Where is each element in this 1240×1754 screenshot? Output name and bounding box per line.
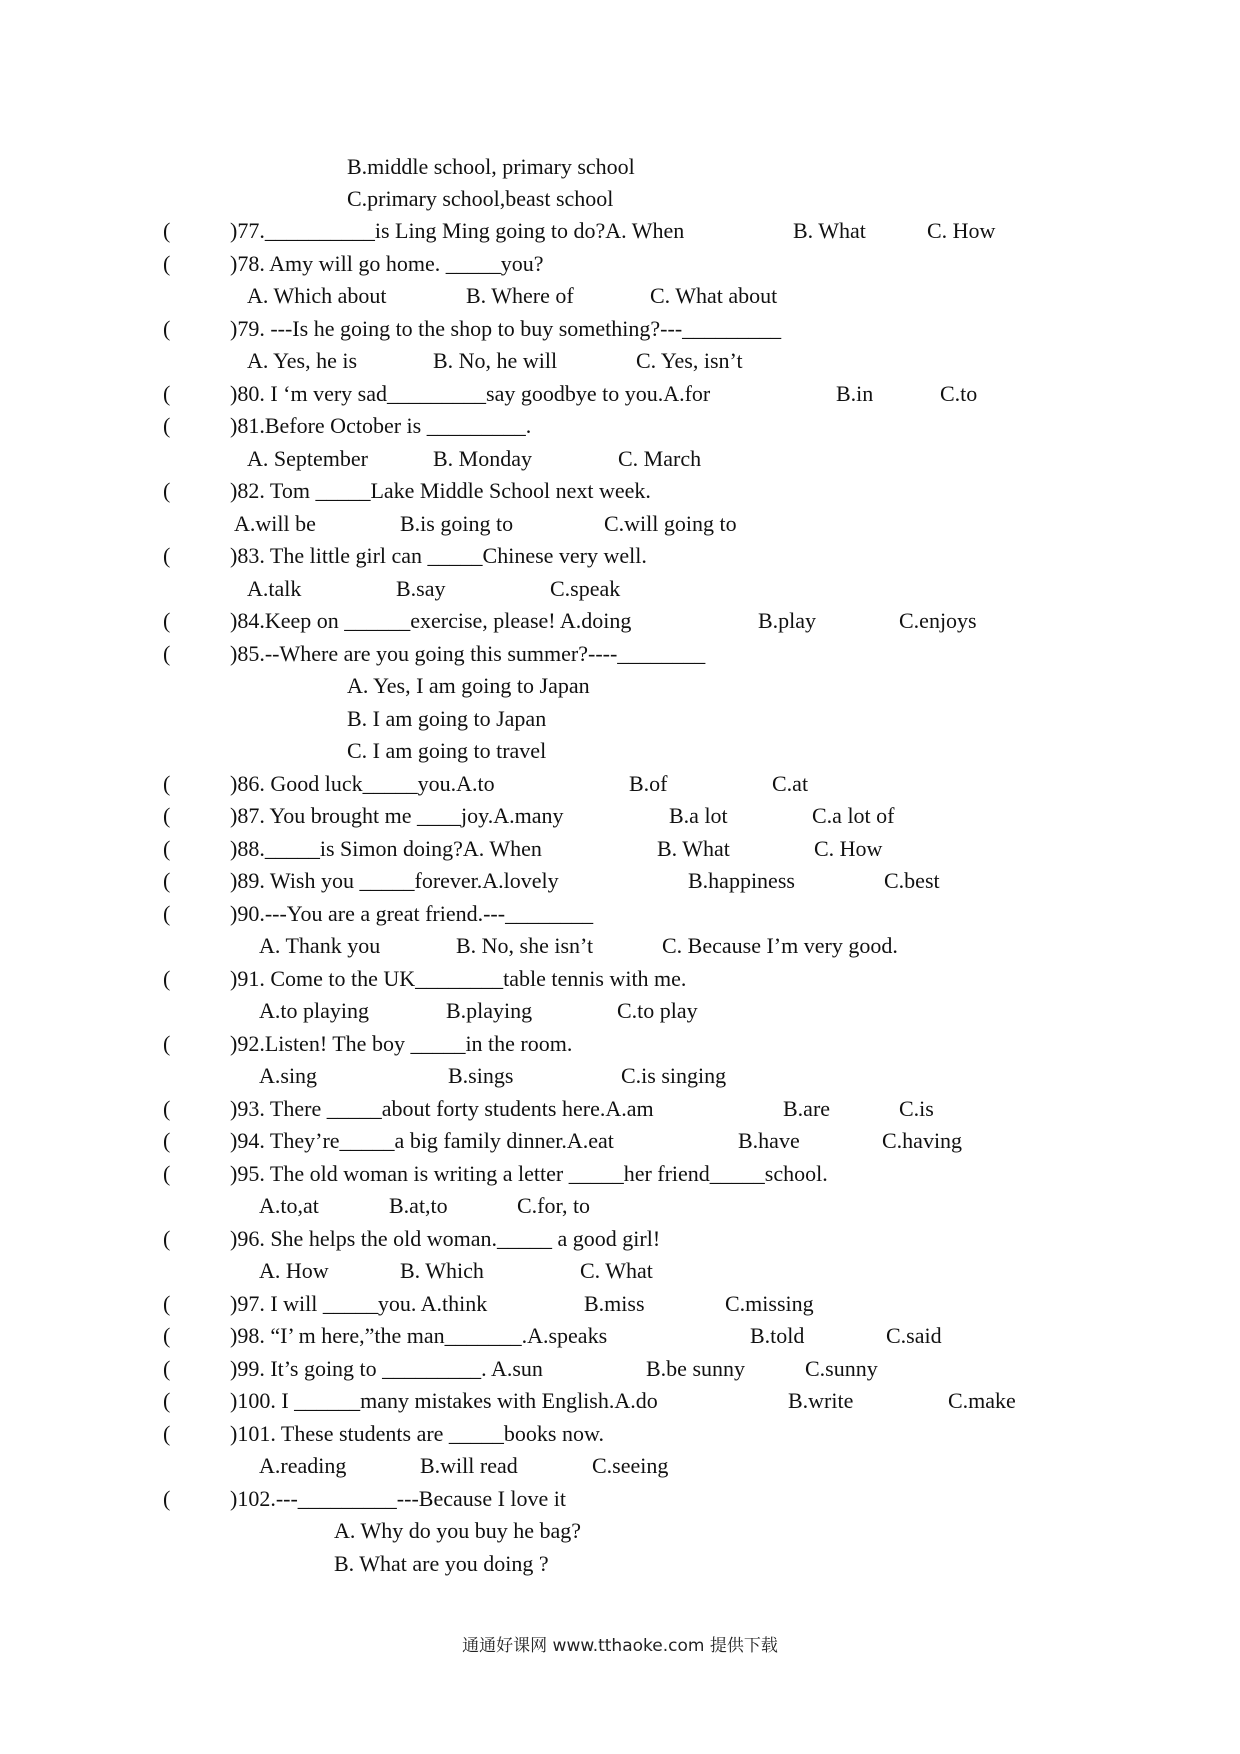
answer-option: B.happiness [688, 868, 795, 893]
answer-option: B.is going to [400, 511, 514, 536]
question-text: )99. It’s going to _________. A.sun [230, 1356, 543, 1381]
answer-option: C.having [882, 1128, 963, 1153]
question-text: A. Why do you buy he bag? [334, 1518, 582, 1543]
question-text: A. Yes, I am going to Japan [347, 673, 590, 698]
answer-bracket: ( [163, 413, 171, 438]
question-text: )90.---You are a great friend.---________ [230, 901, 594, 926]
answer-option: C.at [772, 771, 809, 796]
question-text: )87. You brought me ____joy.A.many [230, 803, 564, 828]
answer-option: B.miss [584, 1291, 645, 1316]
answer-bracket: ( [163, 1031, 171, 1056]
answer-bracket: ( [163, 641, 171, 666]
answer-option: B.sings [448, 1063, 514, 1088]
question-text: A.will be [234, 511, 316, 536]
question-text: )84.Keep on ______exercise, please! A.doing [230, 608, 632, 633]
question-text: )94. They’re_____a big family dinner.A.eat [230, 1128, 614, 1153]
question-text: )102.---_________---Because I love it [230, 1486, 567, 1511]
question-text: A. Yes, he is [247, 348, 358, 373]
answer-bracket: ( [163, 901, 171, 926]
answer-bracket: ( [163, 771, 171, 796]
question-text: )83. The little girl can _____Chinese very well. [230, 543, 647, 568]
question-text: )92.Listen! The boy _____in the room. [230, 1031, 573, 1056]
question-text: A. How [259, 1258, 329, 1283]
answer-option: B. Where of [466, 283, 574, 308]
answer-bracket: ( [163, 868, 171, 893]
answer-bracket: ( [163, 836, 171, 861]
answer-bracket: ( [163, 543, 171, 568]
question-text: B. I am going to Japan [347, 706, 547, 731]
answer-option: C.make [948, 1388, 1016, 1413]
answer-option: C.enjoys [899, 608, 977, 633]
answer-option: C.to play [617, 998, 698, 1023]
answer-bracket: ( [163, 1323, 171, 1348]
question-text: A.to playing [259, 998, 369, 1023]
question-text: )78. Amy will go home. _____you? [230, 251, 544, 276]
question-text: )85.--Where are you going this summer?----________ [230, 641, 706, 666]
question-text: B.middle school, primary school [347, 154, 635, 179]
answer-option: C. Yes, isn’t [636, 348, 743, 373]
question-text: )81.Before October is _________. [230, 413, 532, 438]
answer-bracket: ( [163, 1226, 171, 1251]
answer-option: C.to [940, 381, 978, 406]
answer-option: C.will going to [604, 511, 737, 536]
answer-option: B.at,to [389, 1193, 448, 1218]
answer-bracket: ( [163, 218, 171, 243]
answer-option: B.say [396, 576, 446, 601]
answer-option: B. No, she isn’t [456, 933, 594, 958]
question-text: B. What are you doing ? [334, 1551, 549, 1576]
answer-option: C.said [886, 1323, 942, 1348]
question-text: )91. Come to the UK________table tennis with me. [230, 966, 687, 991]
question-text: )93. There _____about forty students here.A.am [230, 1096, 654, 1121]
answer-option: B. What [657, 836, 730, 861]
answer-option: C.a lot of [812, 803, 895, 828]
question-text: A. Which about [247, 283, 387, 308]
answer-option: C. What about [650, 283, 778, 308]
question-text: A.sing [259, 1063, 318, 1088]
answer-bracket: ( [163, 381, 171, 406]
answer-bracket: ( [163, 1388, 171, 1413]
answer-bracket: ( [163, 1161, 171, 1186]
answer-bracket: ( [163, 803, 171, 828]
page-footer: 通通好课网 www.tthaoke.com 提供下载 [462, 1636, 778, 1656]
answer-option: C.for, to [517, 1193, 591, 1218]
question-text: A.to,at [259, 1193, 319, 1218]
answer-option: C. How [814, 836, 883, 861]
question-text: A. September [247, 446, 368, 471]
question-text: )82. Tom _____Lake Middle School next week. [230, 478, 651, 503]
answer-option: B.play [758, 608, 817, 633]
answer-option: B.write [788, 1388, 854, 1413]
question-text: )88._____is Simon doing?A. When [230, 836, 542, 861]
answer-option: B. What [793, 218, 866, 243]
answer-option: C.speak [550, 576, 621, 601]
question-text: )89. Wish you _____forever.A.lovely [230, 868, 559, 893]
question-text: )95. The old woman is writing a letter _____her friend_____school. [230, 1161, 828, 1186]
question-text: A.reading [259, 1453, 347, 1478]
answer-bracket: ( [163, 1486, 171, 1511]
answer-option: B.of [629, 771, 668, 796]
question-text: C.primary school,beast school [347, 186, 614, 211]
question-text: A. Thank you [259, 933, 381, 958]
answer-bracket: ( [163, 608, 171, 633]
answer-bracket: ( [163, 316, 171, 341]
answer-option: B.in [836, 381, 874, 406]
answer-option: C.sunny [805, 1356, 878, 1381]
answer-option: B.told [750, 1323, 805, 1348]
answer-bracket: ( [163, 1096, 171, 1121]
answer-bracket: ( [163, 478, 171, 503]
answer-bracket: ( [163, 966, 171, 991]
answer-option: C. What [580, 1258, 653, 1283]
answer-option: C. How [927, 218, 996, 243]
answer-option: B.a lot [669, 803, 728, 828]
answer-option: C.best [884, 868, 940, 893]
question-text: )98. “I’ m here,”the man_______.A.speaks [230, 1323, 608, 1348]
answer-option: B. Monday [433, 446, 532, 471]
answer-bracket: ( [163, 1128, 171, 1153]
answer-option: B. No, he will [433, 348, 558, 373]
question-text: )77.__________is Ling Ming going to do?A. When [230, 218, 685, 243]
question-text: C. I am going to travel [347, 738, 547, 763]
answer-option: C.is singing [621, 1063, 727, 1088]
answer-option: B.are [783, 1096, 831, 1121]
answer-bracket: ( [163, 1291, 171, 1316]
answer-option: C. March [618, 446, 702, 471]
question-text: )79. ---Is he going to the shop to buy something?---_________ [230, 316, 782, 341]
answer-option: C.missing [725, 1291, 814, 1316]
answer-bracket: ( [163, 251, 171, 276]
answer-option: C.seeing [592, 1453, 669, 1478]
question-text: )97. I will _____you. A.think [230, 1291, 488, 1316]
answer-option: B. Which [400, 1258, 484, 1283]
question-text: )86. Good luck_____you.A.to [230, 771, 495, 796]
question-text: A.talk [247, 576, 302, 601]
answer-option: C.is [899, 1096, 934, 1121]
question-text: )80. I ‘m very sad_________say goodbye to you.A.for [230, 381, 711, 406]
question-text: )100. I ______many mistakes with English.A.do [230, 1388, 658, 1413]
answer-option: B.will read [420, 1453, 518, 1478]
answer-option: B.have [738, 1128, 800, 1153]
question-text: )96. She helps the old woman._____ a good girl! [230, 1226, 661, 1251]
answer-option: B.playing [446, 998, 533, 1023]
answer-bracket: ( [163, 1421, 171, 1446]
question-text: )101. These students are _____books now. [230, 1421, 604, 1446]
answer-option: B.be sunny [646, 1356, 745, 1381]
answer-option: C. Because I’m very good. [662, 933, 898, 958]
answer-bracket: ( [163, 1356, 171, 1381]
